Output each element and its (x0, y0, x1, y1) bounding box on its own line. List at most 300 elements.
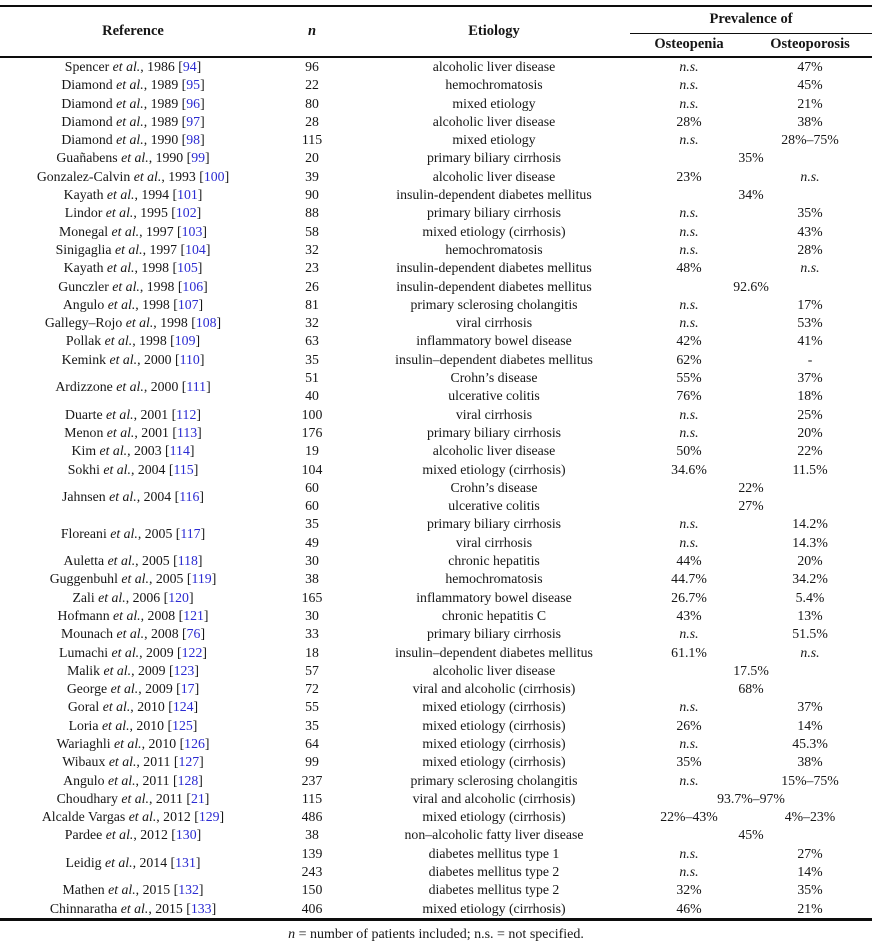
osteoporosis-cell: 17% (797, 296, 823, 312)
prevalence-combined-cell: 34% (738, 187, 764, 203)
reference-cell: Monegal et al., 1997 [103] (59, 223, 207, 239)
table-row (0, 241, 872, 259)
etiology-cell: ulcerative colitis (448, 498, 540, 514)
osteopenia-cell: 23% (676, 168, 702, 184)
osteoporosis-cell: 37% (797, 370, 823, 386)
prevalence-combined-cell: 27% (738, 498, 764, 514)
etiology-cell: hemochromatosis (445, 77, 543, 93)
osteoporosis-cell: n.s. (800, 168, 820, 184)
reference-cell: Malik et al., 2009 [123] (67, 662, 199, 678)
et-al-label: et al. (116, 113, 144, 129)
osteopenia-cell: 28% (676, 113, 702, 129)
citation-link[interactable]: 100 (203, 168, 225, 184)
reference-cell: Mathen et al., 2015 [132] (62, 882, 204, 898)
osteoporosis-cell: 34.2% (792, 571, 828, 587)
osteopenia-cell: n.s. (679, 296, 699, 312)
citation-link[interactable]: 17 (180, 681, 195, 697)
et-al-label: et al. (106, 260, 135, 276)
osteoporosis-cell: 15%–75% (781, 772, 839, 788)
citation-link[interactable]: 98 (186, 132, 201, 148)
table-body (0, 57, 872, 919)
reference-cell: Spencer et al., 1986 [94] (64, 59, 202, 74)
n-cell: 81 (305, 296, 319, 312)
reference-cell: Sinigaglia et al., 1997 [104] (55, 241, 211, 257)
osteoporosis-cell: 25% (797, 406, 823, 422)
citation-link[interactable]: 94 (182, 59, 197, 74)
n-cell: 28 (305, 113, 319, 129)
etiology-cell: insulin-dependent diabetes mellitus (396, 187, 592, 203)
etiology-cell: viral and alcoholic (cirrhosis) (412, 681, 576, 697)
footnote-text: = number of patients included; n.s. = not specified. (295, 926, 584, 942)
osteoporosis-cell: 38% (797, 754, 823, 770)
citation-link[interactable]: 119 (191, 571, 212, 587)
prevalence-combined-cell: 93.7%–97% (717, 790, 785, 806)
citation-link[interactable]: 116 (179, 488, 200, 504)
osteoporosis-cell: 28% (797, 241, 823, 257)
table-row (0, 644, 872, 662)
reference-cell: Sokhi et al., 2004 [115] (67, 461, 199, 477)
table-row (0, 259, 872, 277)
citation-link[interactable]: 97 (186, 113, 201, 129)
osteoporosis-cell: 47% (797, 59, 823, 74)
osteopenia-cell: 44.7% (671, 571, 707, 587)
table-row (0, 351, 872, 369)
osteoporosis-cell: 28%–75% (781, 132, 839, 148)
table-row (0, 296, 872, 314)
table-footnote (0, 927, 872, 943)
etiology-cell: primary biliary cirrhosis (426, 516, 562, 532)
table-row (0, 570, 872, 588)
et-al-label: et al. (128, 809, 157, 825)
citation-link[interactable]: 122 (181, 644, 203, 660)
n-cell: 100 (301, 406, 323, 422)
table-row (0, 131, 872, 149)
citation-link[interactable]: 114 (169, 443, 190, 459)
reference-cell: Kayath et al., 1994 [101] (63, 187, 203, 203)
citation-link[interactable]: 129 (198, 809, 220, 825)
et-al-label: et al. (105, 827, 134, 843)
et-al-label: et al. (107, 296, 136, 312)
citation-link[interactable]: 113 (176, 424, 198, 440)
citation-link[interactable]: 106 (182, 278, 204, 294)
et-al-label: et al. (121, 571, 149, 587)
osteopenia-cell: n.s. (679, 699, 699, 715)
citation-link[interactable]: 125 (172, 717, 193, 733)
table-row (0, 149, 872, 167)
osteopenia-cell: 48% (676, 260, 702, 276)
n-cell: 64 (305, 735, 319, 751)
osteopenia-cell: 34.6% (671, 461, 707, 477)
n-cell: 30 (305, 553, 319, 569)
osteopenia-cell: n.s. (679, 223, 699, 239)
et-al-label: et al. (111, 223, 140, 239)
citation-link[interactable]: 96 (186, 95, 201, 111)
table-row (0, 826, 872, 844)
reference-cell: Auletta et al., 2005 [118] (63, 553, 203, 569)
n-cell: 58 (305, 223, 319, 239)
table-row (0, 95, 872, 113)
osteopenia-cell: 76% (676, 388, 702, 404)
osteopenia-cell: 26.7% (671, 589, 707, 605)
table-row (0, 625, 872, 643)
osteoporosis-cell: 13% (797, 607, 823, 623)
et-al-label: et al. (116, 77, 144, 93)
osteopenia-cell: n.s. (679, 424, 699, 440)
n-cell: 165 (301, 589, 323, 605)
table-row (0, 845, 872, 863)
n-cell: 243 (301, 864, 323, 880)
table-row (0, 57, 872, 76)
prevalence-combined-cell: 92.6% (733, 278, 769, 294)
osteopenia-cell: n.s. (679, 845, 699, 861)
etiology-cell: chronic hepatitis (448, 553, 540, 569)
n-cell: 35 (305, 351, 319, 367)
citation-link[interactable]: 101 (177, 187, 198, 203)
osteopenia-cell: 55% (676, 370, 702, 386)
n-cell: 35 (305, 516, 319, 532)
et-al-label: et al. (108, 882, 136, 898)
n-cell: 99 (305, 754, 319, 770)
n-cell: 60 (305, 498, 319, 514)
etiology-cell: mixed etiology (cirrhosis) (422, 717, 566, 733)
table-row (0, 332, 872, 350)
n-cell: 51 (305, 370, 319, 386)
citation-link[interactable]: 111 (186, 379, 207, 395)
osteopenia-cell: n.s. (679, 406, 699, 422)
osteopenia-cell: 44% (676, 553, 702, 569)
reference-cell: Diamond et al., 1989 [97] (61, 113, 205, 129)
osteoporosis-cell: 51.5% (792, 626, 828, 642)
etiology-cell: primary sclerosing cholangitis (410, 296, 578, 312)
osteopenia-cell: 61.1% (671, 644, 707, 660)
et-al-label: et al. (109, 488, 137, 504)
table-row (0, 406, 872, 424)
osteopenia-cell: n.s. (679, 132, 699, 148)
osteopenia-cell: n.s. (679, 205, 699, 221)
reference-cell: Diamond et al., 1990 [98] (61, 132, 205, 148)
col-header-prevalence-group: Prevalence of (630, 6, 872, 33)
table-row (0, 680, 872, 698)
reference-cell: Kemink et al., 2000 [110] (61, 351, 205, 367)
osteopenia-cell: n.s. (679, 626, 699, 642)
col-header-osteoporosis: Osteoporosis (770, 36, 850, 53)
citation-link[interactable]: 126 (184, 735, 205, 751)
et-al-label: et al. (102, 699, 131, 715)
n-cell: 176 (301, 424, 323, 440)
table-row (0, 168, 872, 186)
etiology-cell: viral cirrhosis (455, 406, 533, 422)
reference-cell: Angulo et al., 2011 [128] (63, 772, 203, 788)
n-cell: 150 (301, 882, 323, 898)
table-row (0, 589, 872, 607)
n-cell: 40 (305, 388, 319, 404)
n-cell: 96 (305, 59, 319, 74)
reference-cell: Floreani et al., 2005 [117] (60, 525, 206, 541)
etiology-cell: alcoholic liver disease (432, 168, 556, 184)
osteopenia-cell: 26% (676, 717, 702, 733)
reference-cell: Goral et al., 2010 [124] (67, 699, 199, 715)
n-cell: 26 (305, 278, 319, 294)
osteopenia-cell: n.s. (679, 59, 699, 74)
etiology-cell: mixed etiology (cirrhosis) (422, 735, 566, 751)
et-al-label: et al. (107, 553, 136, 569)
prevalence-combined-cell: 35% (738, 150, 764, 166)
reference-cell: Ardizzone et al., 2000 [111] (55, 379, 211, 395)
et-al-label: et al. (106, 424, 135, 440)
n-cell: 88 (305, 205, 319, 221)
citation-link[interactable]: 124 (172, 699, 194, 715)
col-header-n: n (307, 23, 317, 39)
osteopenia-cell: 62% (676, 351, 702, 367)
et-al-label: et al. (103, 662, 132, 678)
reference-cell: Chinnaratha et al., 2015 [133] (49, 900, 217, 916)
osteopenia-cell: n.s. (679, 315, 699, 331)
table-row (0, 204, 872, 222)
reference-cell: Menon et al., 2001 [113] (64, 424, 202, 440)
etiology-cell: insulin-dependent diabetes mellitus (396, 260, 592, 276)
citation-link[interactable]: 108 (195, 315, 217, 331)
reference-cell: Kim et al., 2003 [114] (71, 443, 195, 459)
citation-link[interactable]: 132 (178, 882, 199, 898)
osteoporosis-cell: 22% (797, 443, 823, 459)
n-cell: 32 (305, 241, 319, 257)
n-cell: 30 (305, 607, 319, 623)
et-al-label: et al. (110, 681, 139, 697)
reference-cell: Lindor et al., 1995 [102] (64, 205, 202, 221)
reference-cell: Duarte et al., 2001 [112] (65, 406, 201, 422)
table-row (0, 369, 872, 387)
reference-cell: Kayath et al., 1998 [105] (63, 260, 203, 276)
et-al-label: et al. (116, 95, 144, 111)
table-row (0, 808, 872, 826)
n-cell: 49 (305, 534, 319, 550)
osteopenia-cell: n.s. (679, 534, 699, 550)
osteopenia-cell: 50% (676, 443, 702, 459)
n-cell: 72 (305, 681, 319, 697)
prevalence-table (0, 5, 872, 921)
etiology-cell: insulin–dependent diabetes mellitus (395, 351, 593, 367)
prevalence-combined-cell: 45% (738, 827, 764, 843)
table-row (0, 442, 872, 460)
table-row (0, 461, 872, 479)
et-al-label: et al. (112, 278, 140, 294)
citation-link[interactable]: 123 (173, 662, 195, 678)
etiology-cell: mixed etiology (cirrhosis) (422, 699, 566, 715)
table-row (0, 790, 872, 808)
reference-cell: Zali et al., 2006 [120] (72, 589, 194, 605)
n-cell: 60 (305, 479, 319, 495)
osteoporosis-cell: 14.2% (792, 516, 828, 532)
et-al-label: et al. (121, 790, 149, 806)
osteoporosis-cell: n.s. (800, 260, 820, 276)
citation-link[interactable]: 127 (178, 754, 200, 770)
n-cell: 33 (305, 626, 319, 642)
et-al-label: et al. (98, 589, 126, 605)
reference-cell: Wibaux et al., 2011 [127] (62, 754, 204, 770)
etiology-cell: diabetes mellitus type 1 (428, 845, 560, 861)
n-cell: 18 (305, 644, 319, 660)
citation-link[interactable]: 120 (168, 589, 189, 605)
et-al-label: et al. (133, 168, 162, 184)
et-al-label: et al. (99, 443, 128, 459)
osteoporosis-cell: 14.3% (792, 534, 828, 550)
table-row (0, 552, 872, 570)
et-al-label: et al. (108, 754, 137, 770)
col-header-etiology: Etiology (468, 23, 520, 39)
table-row (0, 113, 872, 131)
etiology-cell: alcoholic liver disease (432, 443, 556, 459)
citation-link[interactable]: 115 (173, 461, 194, 477)
et-al-label: et al. (116, 132, 144, 148)
reference-cell: Pardee et al., 2012 [130] (64, 827, 202, 843)
citation-link[interactable]: 117 (180, 525, 201, 541)
n-cell: 406 (301, 900, 323, 916)
etiology-cell: hemochromatosis (445, 571, 543, 587)
reference-cell: Gonzalez-Calvin et al., 1993 [100] (36, 168, 230, 184)
reference-cell: Wariaghli et al., 2010 [126] (56, 735, 210, 751)
et-al-label: et al. (116, 626, 145, 642)
n-cell: 38 (305, 571, 319, 587)
et-al-label: et al. (105, 205, 134, 221)
citation-link[interactable]: 112 (176, 406, 197, 422)
et-al-label: et al. (106, 187, 135, 203)
osteopenia-cell: n.s. (679, 95, 699, 111)
citation-link[interactable]: 118 (177, 553, 198, 569)
osteoporosis-cell: 21% (797, 900, 823, 916)
osteoporosis-cell: n.s. (800, 644, 820, 660)
etiology-cell: non–alcoholic fatty liver disease (404, 827, 584, 843)
citation-link[interactable]: 107 (177, 296, 199, 312)
et-al-label: et al. (114, 735, 142, 751)
et-al-label: et al. (105, 854, 133, 870)
reference-cell: Gunczler et al., 1998 [106] (58, 278, 208, 294)
reference-cell: Lumachi et al., 2009 [122] (59, 644, 207, 660)
n-cell: 63 (305, 333, 319, 349)
et-al-label: et al. (107, 772, 136, 788)
reference-cell: Diamond et al., 1989 [95] (61, 77, 205, 93)
citation-link[interactable]: 110 (179, 351, 200, 367)
n-cell: 19 (305, 443, 319, 459)
osteopenia-cell: 35% (676, 754, 702, 770)
osteoporosis-cell: 35% (797, 205, 823, 221)
reference-cell: George et al., 2009 [17] (66, 681, 200, 697)
reference-cell: Loria et al., 2010 [125] (68, 717, 198, 733)
citation-link[interactable]: 131 (175, 854, 196, 870)
osteopenia-cell: 22%–43% (660, 809, 718, 825)
etiology-cell: viral cirrhosis (455, 534, 533, 550)
osteoporosis-cell: - (807, 351, 813, 367)
et-al-label: et al. (125, 315, 154, 331)
etiology-cell: inflammatory bowel disease (416, 333, 572, 349)
reference-cell: Choudhary et al., 2011 [21] (56, 790, 210, 806)
table-row (0, 698, 872, 716)
n-cell: 115 (301, 790, 323, 806)
citation-link[interactable]: 109 (174, 333, 196, 349)
prevalence-combined-cell: 17.5% (733, 662, 769, 678)
etiology-cell: alcoholic liver disease (432, 662, 556, 678)
citation-link[interactable]: 99 (191, 150, 206, 166)
n-cell: 55 (305, 699, 319, 715)
citation-link[interactable]: 76 (186, 626, 201, 642)
etiology-cell: primary biliary cirrhosis (426, 626, 562, 642)
et-al-label: et al. (104, 333, 133, 349)
osteoporosis-cell: 20% (797, 553, 823, 569)
citation-link[interactable]: 104 (185, 241, 206, 257)
et-al-label: et al. (110, 525, 138, 541)
osteopenia-cell: n.s. (679, 735, 699, 751)
etiology-cell: viral cirrhosis (455, 315, 533, 331)
reference-cell: Gallegy–Rojo et al., 1998 [108] (44, 315, 222, 331)
prevalence-combined-cell: 68% (738, 681, 764, 697)
osteoporosis-cell: 11.5% (792, 461, 828, 477)
col-header-osteopenia: Osteopenia (654, 36, 724, 53)
etiology-cell: ulcerative colitis (448, 388, 540, 404)
et-al-label: et al. (116, 379, 144, 395)
citation-link[interactable]: 133 (190, 900, 212, 916)
et-al-label: et al. (101, 717, 130, 733)
osteoporosis-cell: 38% (797, 113, 823, 129)
n-cell: 35 (305, 717, 319, 733)
citation-link[interactable]: 105 (177, 260, 198, 276)
etiology-cell: primary biliary cirrhosis (426, 150, 562, 166)
table-row (0, 662, 872, 680)
table-header (0, 6, 872, 57)
n-cell: 90 (305, 187, 319, 203)
n-cell: 57 (305, 662, 319, 678)
citation-link[interactable]: 21 (190, 790, 205, 806)
reference-cell: Jahnsen et al., 2004 [116] (61, 488, 205, 504)
etiology-cell: chronic hepatitis C (441, 607, 547, 623)
et-al-label: et al. (112, 59, 141, 74)
citation-link[interactable]: 130 (175, 827, 197, 843)
n-cell: 115 (301, 132, 323, 148)
etiology-cell: Crohn’s disease (450, 370, 538, 386)
n-cell: 39 (305, 168, 319, 184)
citation-link[interactable]: 103 (181, 223, 203, 239)
table-row (0, 76, 872, 94)
citation-link[interactable]: 128 (177, 772, 199, 788)
n-cell: 20 (305, 150, 319, 166)
etiology-cell: inflammatory bowel disease (416, 589, 572, 605)
n-cell: 139 (301, 845, 323, 861)
etiology-cell: diabetes mellitus type 2 (428, 882, 560, 898)
col-header-reference: Reference (102, 23, 164, 39)
citation-link[interactable]: 121 (183, 607, 204, 623)
reference-cell: Mounach et al., 2008 [76] (60, 626, 206, 642)
reference-cell: Hofmann et al., 2008 [121] (57, 607, 209, 623)
table-row (0, 607, 872, 625)
etiology-cell: mixed etiology (cirrhosis) (422, 900, 566, 916)
table-row (0, 717, 872, 735)
etiology-cell: alcoholic liver disease (432, 113, 556, 129)
etiology-cell: mixed etiology (452, 95, 536, 111)
reference-cell: Leidig et al., 2014 [131] (65, 854, 201, 870)
n-cell: 22 (305, 77, 319, 93)
et-al-label: et al. (103, 461, 131, 477)
etiology-cell: mixed etiology (cirrhosis) (422, 461, 566, 477)
osteoporosis-cell: 45.3% (792, 735, 828, 751)
citation-link[interactable]: 102 (175, 205, 197, 221)
n-cell: 104 (301, 461, 323, 477)
prevalence-combined-cell: 22% (738, 479, 764, 495)
citation-link[interactable]: 95 (186, 77, 201, 93)
table-row (0, 223, 872, 241)
osteopenia-cell: n.s. (679, 77, 699, 93)
table-row (0, 186, 872, 204)
reference-cell: Guggenbuhl et al., 2005 [119] (49, 571, 217, 587)
et-al-label: et al. (106, 406, 134, 422)
etiology-cell: alcoholic liver disease (432, 59, 556, 74)
